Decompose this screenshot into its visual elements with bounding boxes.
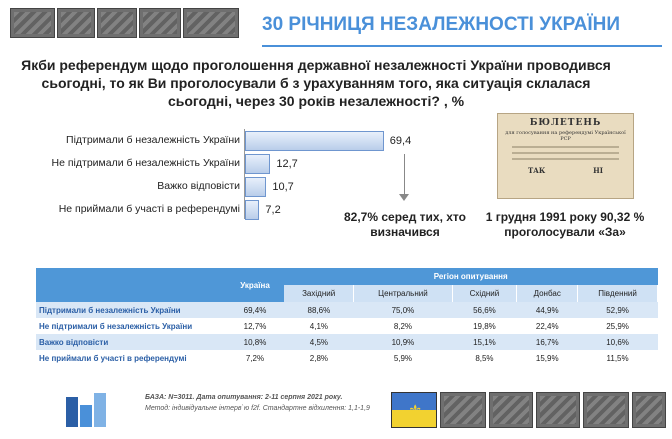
arrow-line — [404, 154, 405, 196]
bottom-photo-1 — [440, 392, 486, 428]
header-region: Регіон опитування — [284, 268, 658, 285]
bar-value-label: 7,2 — [265, 204, 281, 216]
category-label: Важко відповісти — [157, 180, 240, 192]
cell: 8,5% — [452, 350, 517, 366]
bottom-photo-4 — [583, 392, 629, 428]
header-region-1: Центральний — [354, 285, 452, 302]
cell: 25,9% — [578, 318, 658, 334]
survey-base: БАЗА: N=3011. Дата опитування: 2-11 серпня 2021 року. — [145, 394, 343, 401]
table-row — [36, 318, 658, 334]
header-region-0: Західний — [284, 285, 354, 302]
category-label: Не підтримали б незалежність України — [51, 157, 240, 169]
cell: 16,7% — [517, 334, 578, 350]
row-label: Важко відповісти — [36, 334, 226, 350]
header-region-4: Південний — [578, 285, 658, 302]
ballot-subtitle: для голосування на референдумі Української РСР — [505, 130, 626, 142]
cell: 19,8% — [452, 318, 517, 334]
bar — [245, 131, 384, 151]
row-label: Не підтримали б незалежність України — [36, 318, 226, 334]
header-region-2: Східний — [452, 285, 517, 302]
cell: 75,0% — [354, 302, 452, 318]
cell: 10,6% — [578, 334, 658, 350]
cell: 56,6% — [452, 302, 517, 318]
bottom-photo-2 — [489, 392, 533, 428]
cell: 11,5% — [578, 350, 658, 366]
bar — [245, 200, 259, 220]
cell: 10,9% — [354, 334, 452, 350]
bottom-photo-5 — [632, 392, 666, 428]
regional-table — [36, 268, 658, 366]
annotation-decided: 82,7% серед тих, хто визначився — [344, 210, 466, 239]
cell: 2,8% — [284, 350, 354, 366]
cell: 4,1% — [284, 318, 354, 334]
survey-question: Якби референдум щодо проголошення державної незалежності України проводився сьогодні, то як Ви проголосували б з урахуванням того, яка ситуація склалася сьогодні, через 30 років незалежності? , % — [21, 57, 611, 109]
cell: 15,9% — [517, 350, 578, 366]
ballot-title: БЮЛЕТЕНЬ — [529, 118, 602, 128]
ballot-image — [497, 113, 634, 199]
bar-value-label: 69,4 — [389, 135, 412, 147]
ballot-option-yes: ТАК — [527, 166, 546, 175]
rally-photo-3 — [97, 8, 137, 38]
bar — [245, 177, 266, 197]
cell-ukraine: 12,7% — [226, 318, 284, 334]
cell: 5,9% — [354, 350, 452, 366]
cell: 22,4% — [517, 318, 578, 334]
cell: 8,2% — [354, 318, 452, 334]
table-row — [36, 334, 658, 350]
cell-ukraine: 10,8% — [226, 334, 284, 350]
cell-ukraine: 69,4% — [226, 302, 284, 318]
bottom-photo-3 — [536, 392, 580, 428]
table-corner — [36, 268, 226, 302]
rally-photo-1 — [10, 8, 55, 38]
table-row — [36, 350, 658, 366]
bar — [245, 154, 270, 174]
cell: 52,9% — [578, 302, 658, 318]
category-label: Не приймали б участі в референдумі — [58, 203, 240, 215]
csm-logo-icon — [64, 391, 110, 431]
header-ukraine: Україна — [226, 268, 284, 302]
cell-ukraine: 7,2% — [226, 350, 284, 366]
cell: 88,6% — [284, 302, 354, 318]
table-row — [36, 302, 658, 318]
ukraine-flag-icon: ⚜ — [391, 392, 437, 428]
header-region-3: Донбас — [517, 285, 578, 302]
row-label: Підтримали б незалежність України — [36, 302, 226, 318]
bar-value-label: 10,7 — [272, 181, 294, 193]
survey-method: Метод: індивідуальне інтерв`ю f2f. Стандартне відхилення: 1,1-1,9 — [145, 405, 370, 412]
annotation-1991: 1 грудня 1991 року 90,32 % проголосували «За» — [485, 210, 645, 239]
ballot-option-no: НІ — [593, 166, 604, 175]
category-label: Підтримали б незалежність України — [66, 134, 240, 146]
rally-photo-5 — [183, 8, 239, 38]
page-title: 30 РІЧНИЦЯ НЕЗАЛЕЖНОСТІ УКРАЇНИ — [262, 14, 621, 35]
rally-photo-2 — [57, 8, 95, 38]
row-label: Не приймали б участі в референдумі — [36, 350, 226, 366]
arrow-head-icon — [399, 194, 409, 201]
cell: 15,1% — [452, 334, 517, 350]
rally-photo-4 — [139, 8, 181, 38]
cell: 44,9% — [517, 302, 578, 318]
bar-value-label: 12,7 — [276, 158, 298, 170]
cell: 4,5% — [284, 334, 354, 350]
title-underline — [262, 45, 662, 47]
